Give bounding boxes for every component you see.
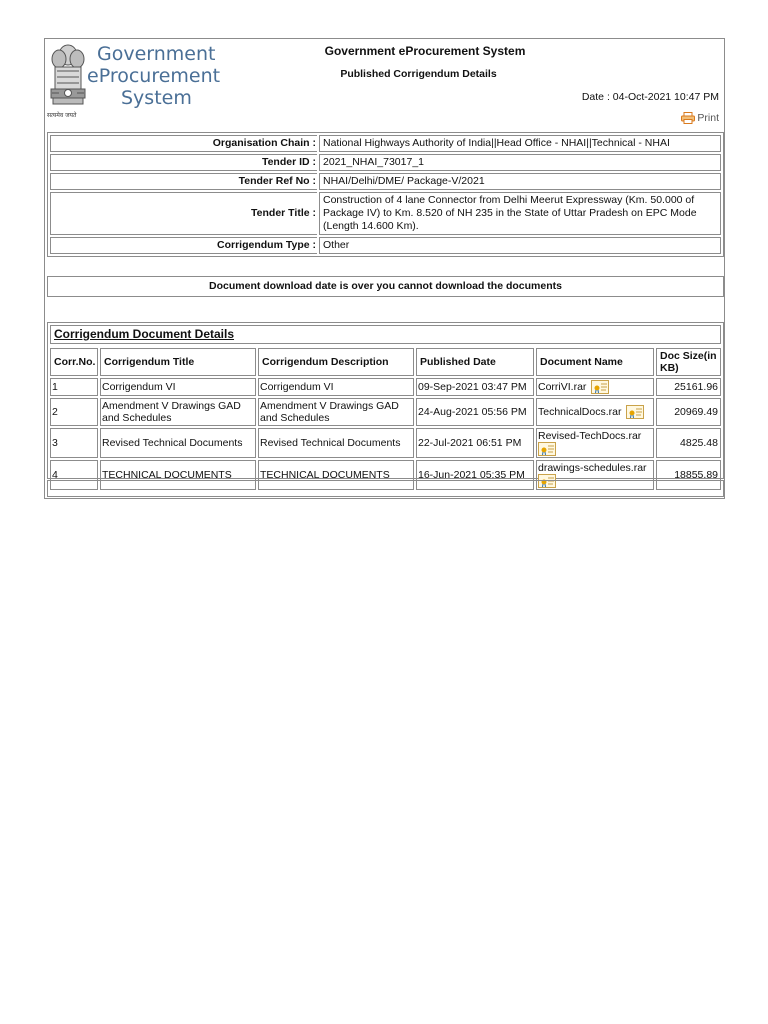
logo-line-2: eProcurement: [87, 65, 221, 87]
published-date: 24-Aug-2021 05:56 PM: [416, 398, 534, 426]
document-name: Revised-TechDocs.rar: [538, 430, 642, 442]
corr-title: TECHNICAL DOCUMENTS: [100, 460, 256, 490]
national-emblem-icon: [47, 41, 89, 109]
corr-description: TECHNICAL DOCUMENTS: [258, 460, 414, 490]
logo-line-1: Government: [97, 43, 216, 65]
table-row: [50, 428, 721, 458]
table-row: [50, 378, 721, 396]
column-header: Document Name: [536, 348, 654, 376]
corr-description: Amendment V Drawings GAD and Schedules: [258, 398, 414, 426]
corr-no: 2: [50, 398, 98, 426]
corr-title: Corrigendum VI: [100, 378, 256, 396]
column-header: Doc Size(in KB): [656, 348, 721, 376]
certificate-document-icon[interactable]: [591, 380, 609, 394]
corr-no: 1: [50, 378, 98, 396]
field-label: Tender ID :: [50, 154, 317, 171]
corrigendum-section: [47, 322, 724, 479]
document-name: TechnicalDocs.rar: [538, 405, 622, 418]
corr-description: Corrigendum VI: [258, 378, 414, 396]
column-header: Corrigendum Title: [100, 348, 256, 376]
page-title: Government eProcurement System: [324, 44, 526, 58]
published-date: 16-Jun-2021 05:35 PM: [416, 460, 534, 490]
published-date: 09-Sep-2021 03:47 PM: [416, 378, 534, 396]
print-label: Print: [697, 112, 719, 124]
logo-text: [87, 43, 221, 109]
certificate-document-icon[interactable]: [626, 405, 644, 419]
tender-row-ref-no: [50, 173, 721, 190]
field-value: Construction of 4 lane Connector from Delhi Meerut Expressway (Km. 50.000 of Package IV) to Km. 8.520 of NH 235 in the State of Uttar Pradesh on EPC Mode (Length 14.600 Km).: [319, 192, 721, 235]
tender-info-table: [47, 132, 724, 257]
page-subtitle: Published Corrigendum Details: [340, 68, 497, 80]
corr-title: Amendment V Drawings GAD and Schedules: [100, 398, 256, 426]
printer-icon: [681, 112, 695, 124]
document-name-cell: [536, 398, 654, 426]
doc-size: 25161.96: [656, 378, 721, 396]
section-heading: Corrigendum Document Details: [50, 325, 721, 344]
document-name-cell: [536, 378, 654, 396]
tender-row-title: [50, 192, 721, 235]
field-label: Corrigendum Type :: [50, 237, 317, 254]
field-label: Organisation Chain :: [50, 135, 317, 152]
column-header: Corr.No.: [50, 348, 98, 376]
field-value: Other: [319, 237, 721, 254]
emblem-caption: सत्यमेव जयते: [47, 112, 77, 119]
document-name: CorriVI.rar: [538, 380, 587, 393]
column-header: Published Date: [416, 348, 534, 376]
table-row: [50, 398, 721, 426]
field-value: NHAI/Delhi/DME/ Package-V/2021: [319, 173, 721, 190]
certificate-document-icon[interactable]: [538, 442, 556, 456]
document-name: drawings-schedules.rar: [538, 462, 647, 474]
doc-size: 4825.48: [656, 428, 721, 458]
corr-no: 3: [50, 428, 98, 458]
table-header-row: [50, 348, 721, 376]
published-date: 22-Jul-2021 06:51 PM: [416, 428, 534, 458]
download-notice: Document download date is over you cannot download the documents: [47, 276, 724, 297]
column-header: Corrigendum Description: [258, 348, 414, 376]
tender-row-corrigendum-type: [50, 237, 721, 254]
field-value: National Highways Authority of India||Head Office - NHAI||Technical - NHAI: [319, 135, 721, 152]
logo-line-3: System: [121, 87, 192, 109]
site-logo[interactable]: [45, 39, 235, 123]
field-label: Tender Title :: [50, 192, 317, 235]
document-name-cell: [536, 428, 654, 458]
field-label: Tender Ref No :: [50, 173, 317, 190]
page-frame: [44, 38, 725, 499]
corr-description: Revised Technical Documents: [258, 428, 414, 458]
corr-no: 4: [50, 460, 98, 490]
doc-size: 18855.89: [656, 460, 721, 490]
current-date: Date : 04-Oct-2021 10:47 PM: [581, 91, 719, 103]
field-value: 2021_NHAI_73017_1: [319, 154, 721, 171]
print-link[interactable]: [681, 112, 719, 124]
corr-title: Revised Technical Documents: [100, 428, 256, 458]
footer-bar: [47, 480, 724, 497]
tender-row-organisation-chain: [50, 135, 721, 152]
tender-row-tender-id: [50, 154, 721, 171]
doc-size: 20969.49: [656, 398, 721, 426]
corrigendum-table: [48, 346, 723, 492]
